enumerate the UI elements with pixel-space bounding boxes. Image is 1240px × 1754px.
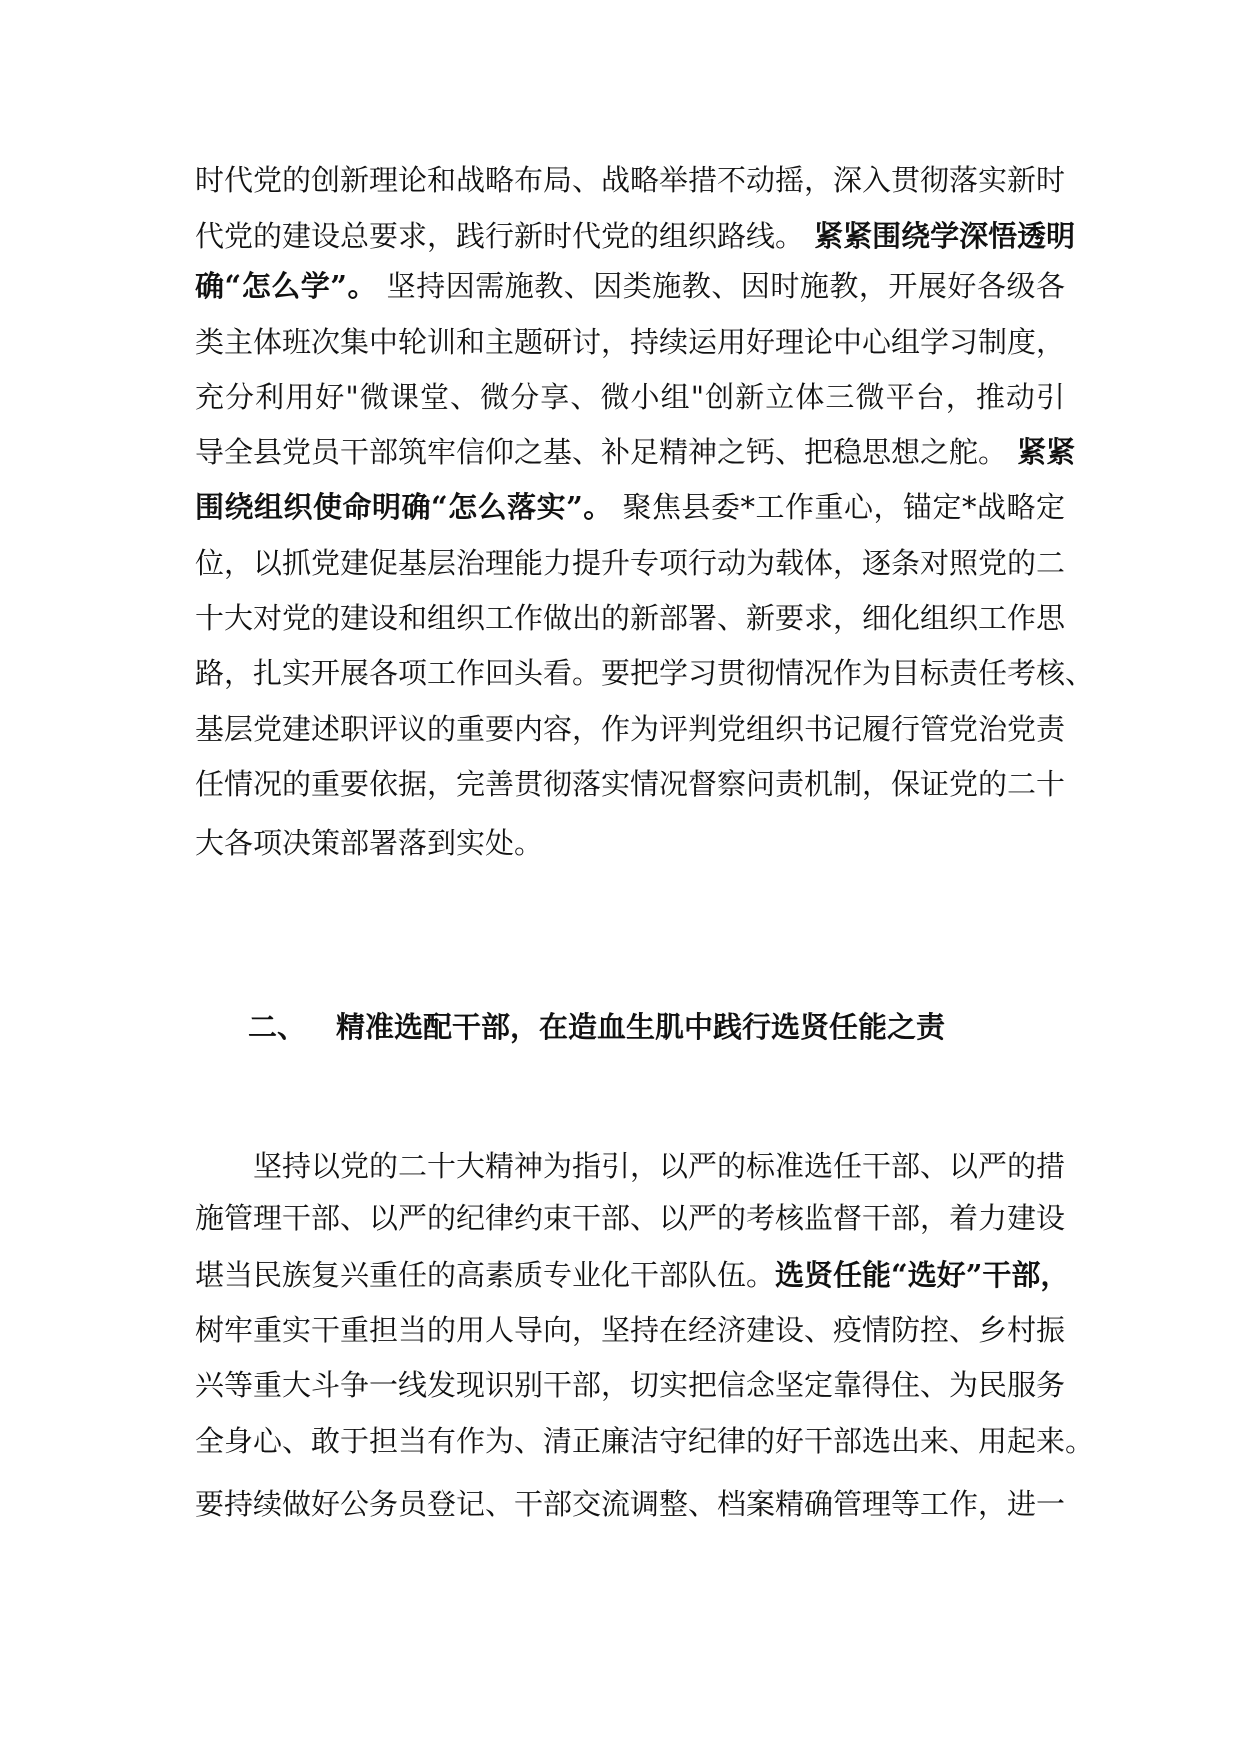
- text-line: [195, 322, 1065, 362]
- text-segment: 坚持因需施教、因类施教、因时施教，开展好各级各: [376, 269, 1065, 303]
- bold-text-segment: 紧紧: [1007, 435, 1076, 469]
- text-segment: 基层党建述职评议的重要内容，作为评判党组织书记履行管党治党责: [195, 712, 1066, 746]
- bold-text-segment: 选贤任能“选好”干部，: [775, 1258, 1070, 1292]
- text-segment: 树牢重实干重担当的用人导向，坚持在经济建设、疫情防控、乡村振: [195, 1313, 1066, 1347]
- text-segment: 类主体班次集中轮训和主题研讨，持续运用好理论中心组学习制度，: [195, 325, 1066, 359]
- text-line: [195, 1421, 1095, 1461]
- text-line: [195, 598, 1065, 638]
- text-line: [195, 377, 1065, 417]
- text-line: [195, 1310, 1065, 1350]
- text-line: [195, 1484, 1065, 1524]
- text-segment: 路，扎实开展各项工作回头看。要把学习贯彻情况作为目标责任考核、: [195, 656, 1095, 690]
- text-line: [195, 1255, 1070, 1295]
- text-line: [195, 653, 1095, 693]
- text-segment: 堪当民族复兴重任的高素质专业化干部队伍。: [195, 1258, 776, 1292]
- text-line: [195, 1365, 1065, 1405]
- section-number: 二、: [248, 1010, 307, 1044]
- text-segment: 聚焦县委*工作重心，锚定*战略定: [612, 490, 1065, 524]
- text-line: [195, 432, 1076, 472]
- text-segment: 任情况的重要依据，完善贯彻落实情况督察问责机制，保证党的二十: [195, 767, 1066, 801]
- text-line: [195, 764, 1065, 804]
- bold-text-segment: 围绕组织使命明确“怎么落实”。: [195, 490, 613, 524]
- text-segment: 坚持以党的二十大精神为指引，以严的标准选任干部、以严的措: [253, 1149, 1066, 1183]
- section-heading: [248, 1007, 945, 1047]
- text-segment: 时代党的创新理论和战略布局、战略举措不动摇，深入贯彻落实新时: [195, 163, 1066, 197]
- text-segment: 兴等重大斗争一线发现识别干部，切实把信念坚定靠得住、为民服务: [195, 1368, 1066, 1402]
- text-segment: 位，以抓党建促基层治理能力提升专项行动为载体，逐条对照党的二: [195, 546, 1066, 580]
- text-line: [195, 216, 1076, 256]
- text-segment: 全身心、敢于担当有作为、清正廉洁守纪律的好干部选出来、用起来。: [195, 1424, 1095, 1458]
- text-line: [195, 543, 1065, 583]
- text-segment: 代党的建设总要求，践行新时代党的组织路线。: [195, 219, 805, 253]
- text-segment: 施管理干部、以严的纪律约束干部、以严的考核监督干部，着力建设: [195, 1201, 1066, 1235]
- text-line: [195, 266, 1065, 306]
- text-line: [195, 709, 1065, 749]
- text-line: [195, 487, 1065, 527]
- text-line: [253, 1146, 1065, 1186]
- bold-text-segment: 紧紧围绕学深悟透明: [804, 219, 1076, 253]
- text-segment: 导全县党员干部筑牢信仰之基、补足精神之钙、把稳思想之舵。: [195, 435, 1008, 469]
- text-segment: 大各项决策部署落到实处。: [195, 826, 544, 860]
- text-line: [195, 1198, 1065, 1238]
- bold-text-segment: 确“怎么学”。: [195, 269, 377, 303]
- text-line: [195, 160, 1065, 200]
- text-segment: 十大对党的建设和组织工作做出的新部署、新要求，细化组织工作思: [195, 601, 1066, 635]
- text-line: [195, 823, 1065, 863]
- text-segment: 充分利用好"微课堂、微分享、微小组"创新立体三微平台，推动引: [195, 380, 1065, 414]
- text-segment: 要持续做好公务员登记、干部交流调整、档案精确管理等工作，进一: [195, 1487, 1066, 1521]
- section-title: 精准选配干部，在造血生肌中践行选贤任能之责: [336, 1010, 946, 1044]
